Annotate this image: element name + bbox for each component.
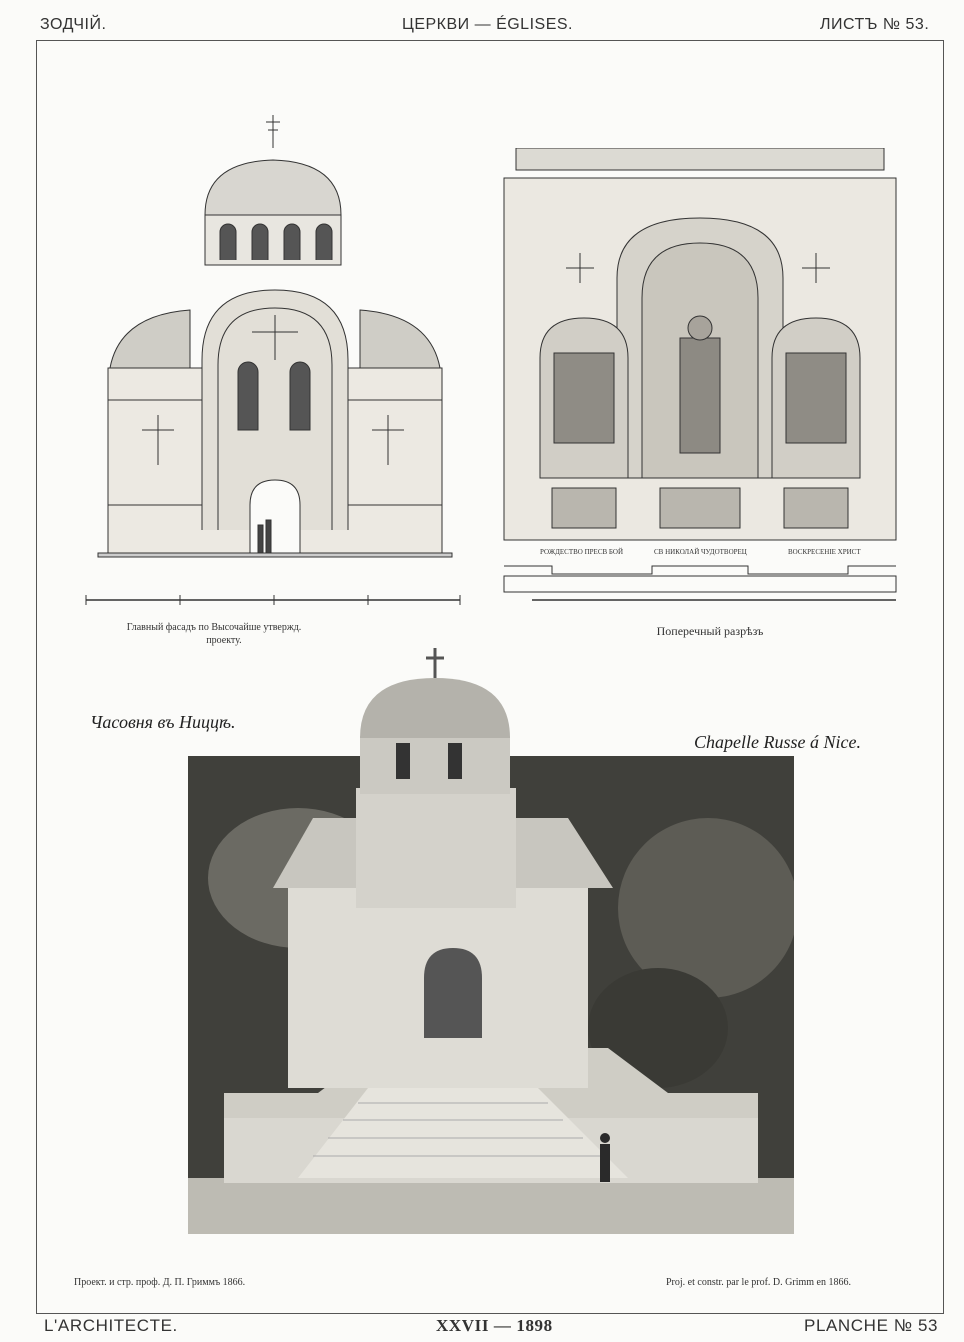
chapel-photograph <box>188 648 794 1234</box>
header-section-title: ЦЕРКВИ — ÉGLISES. <box>402 16 573 33</box>
credit-french: Proj. et constr. par le prof. D. Grimm en 1866. <box>666 1277 851 1288</box>
footer-volume-year: XXVII — 1898 <box>436 1316 553 1335</box>
footer-journal-fr: L'ARCHITECTE. <box>44 1316 178 1335</box>
facade-caption-line2: проекту. <box>206 635 242 646</box>
section-caption: Поперечный разрѣзъ <box>656 624 764 638</box>
title-french: Chapelle Russe á Nice. <box>694 732 861 752</box>
section-label-center: СВ НИКОЛАЙ ЧУДОТВОРЕЦ <box>654 548 747 556</box>
footer-plate-number: PLANCHE № 53 <box>804 1316 939 1335</box>
main-facade-drawing <box>80 110 470 620</box>
section-label-right: ВОСКРЕСЕНІЕ ХРИСТ <box>788 548 861 556</box>
title-russian: Часовня въ Ниццѣ. <box>90 712 236 732</box>
section-label-left: РОЖДЕСТВО ПРЕСВ БОЙ <box>540 548 623 556</box>
facade-caption-line1: Главный фасадъ по Высочайше утвержд. <box>126 622 302 633</box>
credit-russian: Проект. и стр. проф. Д. П. Гриммъ 1866. <box>74 1277 246 1288</box>
header-journal-ru: ЗОДЧІЙ. <box>40 16 107 33</box>
header-sheet-number: ЛИСТЪ № 53. <box>820 16 930 33</box>
cross-section-drawing <box>502 148 898 604</box>
